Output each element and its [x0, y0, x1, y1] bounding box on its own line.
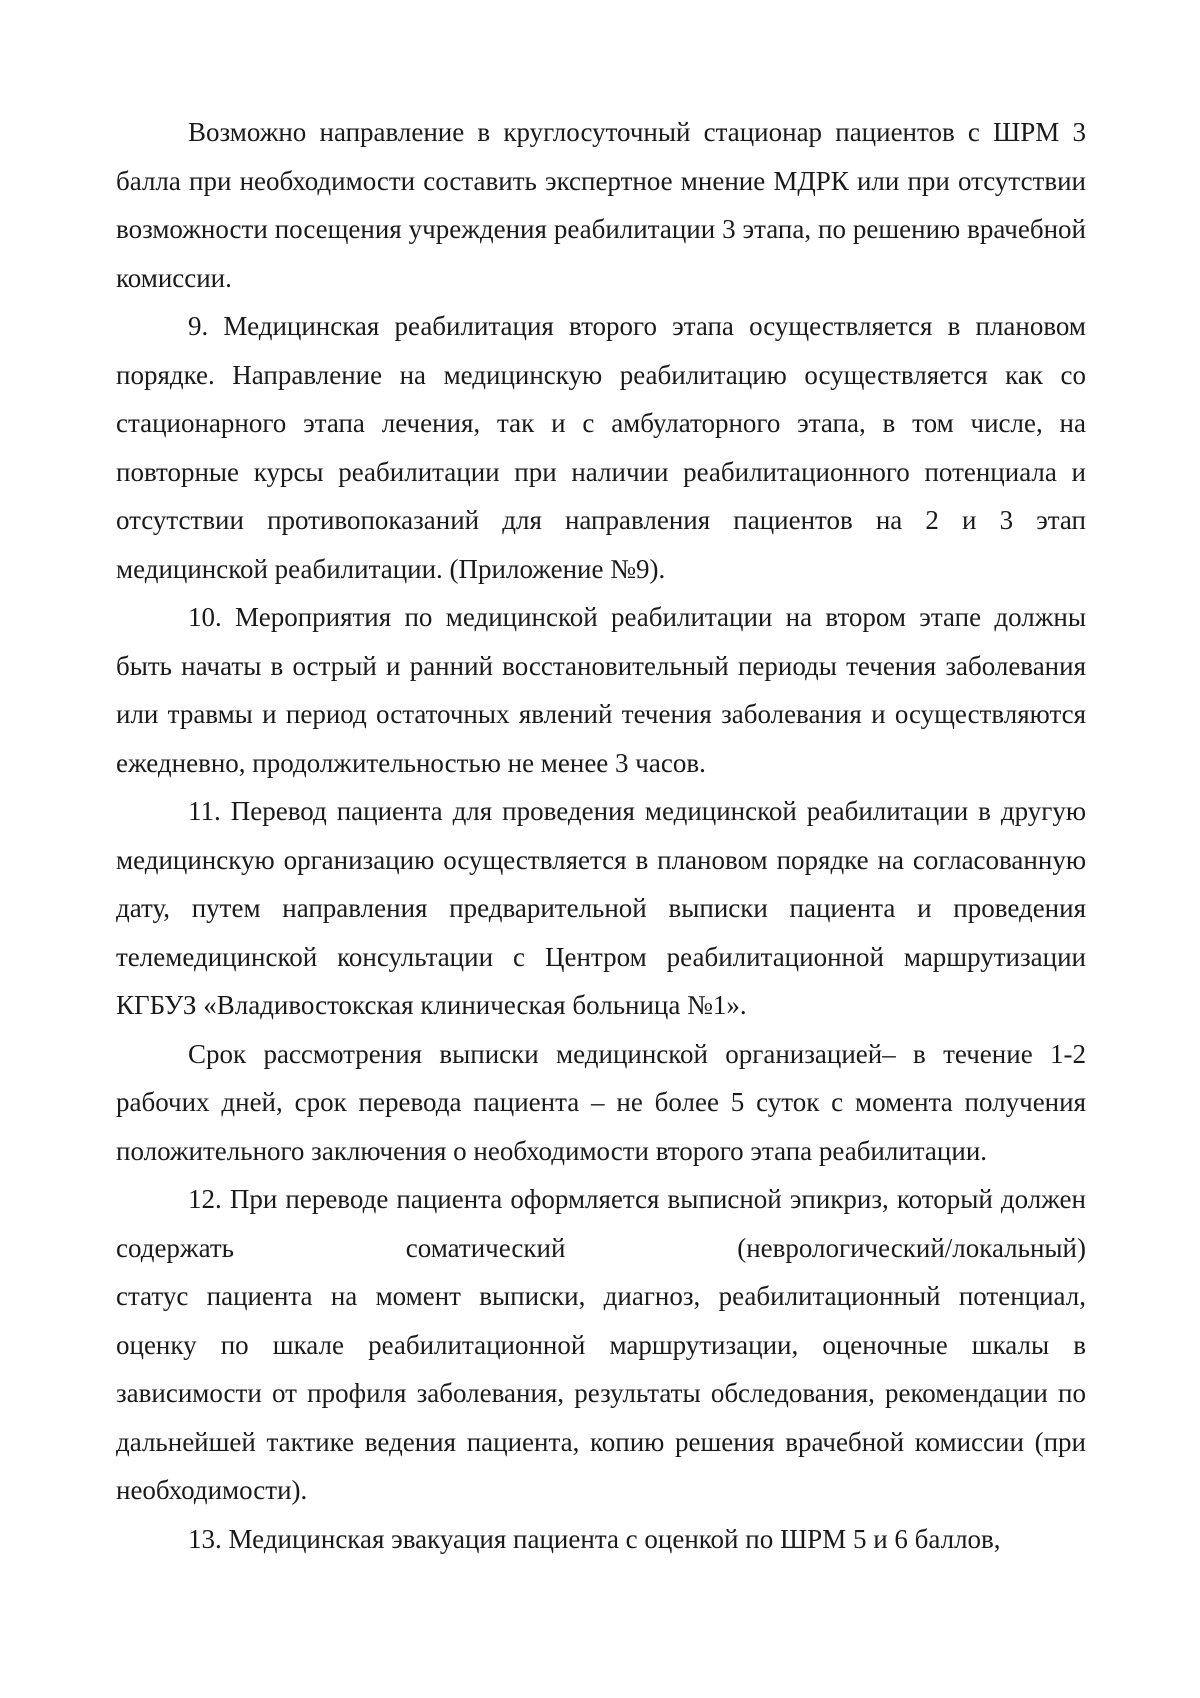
document-body [116, 108, 1086, 1563]
paragraph-item-13: 13. Медицинская эвакуация пациента с оценкой по ШРМ 5 и 6 баллов, [188, 1523, 1001, 1554]
paragraph-item-12-continued: статус пациента на момент выписки, диагноз, реабилитационный потенциал, оценку по шкале реабилитационной маршрутизации, оценочные шкалы в зависимости от профиля заболевания, результаты обследования, рекомендации по дальнейшей тактике ведения пациента, копию решения врачебной комиссии (при необходимости). [116, 1281, 1086, 1505]
paragraph-item-12: 12. При переводе пациента оформляется выписной эпикриз, который должен содержать соматический (неврологический/локальный) [116, 1184, 1086, 1263]
paragraph-hospital-referral: Возможно направление в круглосуточный стационар пациентов с ШРМ 3 балла при необходимости составить экспертное мнение МДРК или при отсутствии возможности посещения учреждения реабилитации 3 этапа, по решению врачебной комиссии. [116, 117, 1086, 293]
paragraph-item-9: 9. Медицинская реабилитация второго этапа осуществляется в плановом порядке. Направление на медицинскую реабилитацию осуществляется как со стационарного этапа лечения, так и с амбулаторного этапа, в том числе, на повторные курсы реабилитации при наличии реабилитационного потенциала и отсутствии противопоказаний для направления пациентов на 2 и 3 этап медицинской реабилитации. (Приложение №9). [116, 311, 1086, 584]
paragraph-review-period: Срок рассмотрения выписки медицинской организацией– в течение 1-2 рабочих дней, срок перевода пациента – не более 5 суток с момента получения положительного заключения о необходимости второго этапа реабилитации. [116, 1038, 1086, 1166]
paragraph-item-10: 10. Мероприятия по медицинской реабилитации на втором этапе должны быть начаты в острый и ранний восстановительный периоды течения заболевания или травмы и период остаточных явлений течения заболевания и осуществляются ежедневно, продолжительностью не менее 3 часов. [116, 602, 1086, 778]
paragraph-item-11: 11. Перевод пациента для проведения медицинской реабилитации в другую медицинскую организацию осуществляется в плановом порядке на согласованную дату, путем направления предварительной выписки пациента и проведения телемедицинской консультации с Центром реабилитационной маршрутизации КГБУЗ «Владивостокская клиническая больница №1». [116, 796, 1086, 1020]
